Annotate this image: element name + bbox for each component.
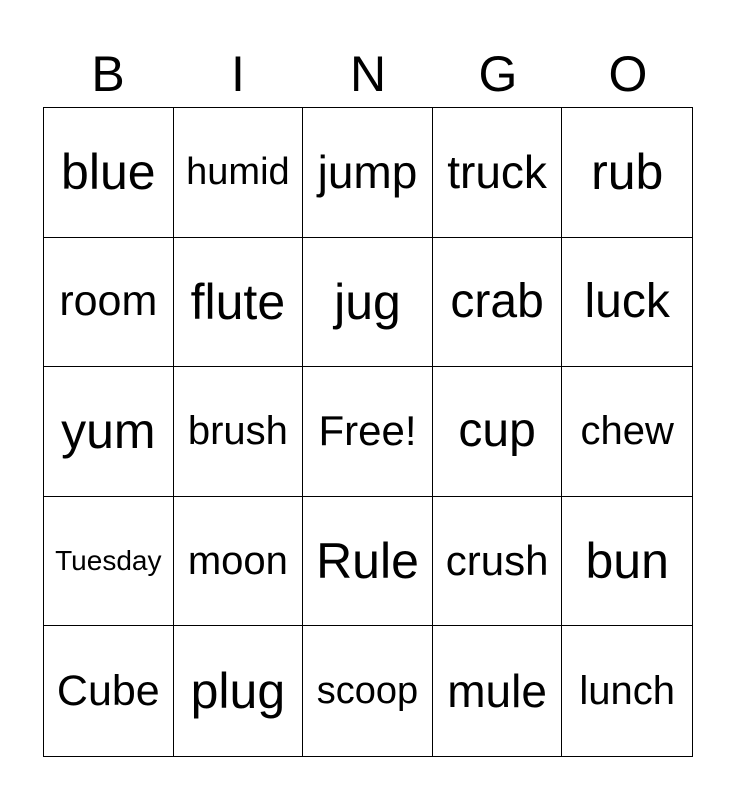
bingo-cell: flute (174, 238, 304, 368)
bingo-cell: bun (562, 497, 692, 627)
bingo-cell: Rule (303, 497, 433, 627)
bingo-cell: Tuesday (44, 497, 174, 627)
bingo-cell: truck (433, 108, 563, 238)
header-letter-i: I (231, 46, 245, 102)
bingo-cell: humid (174, 108, 304, 238)
bingo-cell: moon (174, 497, 304, 627)
bingo-cell: scoop (303, 626, 433, 756)
bingo-cell: cup (433, 367, 563, 497)
bingo-cell: jug (303, 238, 433, 368)
bingo-cell: brush (174, 367, 304, 497)
bingo-cell: luck (562, 238, 692, 368)
header-letter-g: G (478, 46, 518, 102)
bingo-board (43, 107, 693, 757)
free-space-cell: Free! (303, 367, 433, 497)
header-letter-o: O (608, 46, 648, 102)
bingo-cell: plug (174, 626, 304, 756)
bingo-header (43, 42, 693, 106)
bingo-cell: crab (433, 238, 563, 368)
bingo-cell: jump (303, 108, 433, 238)
bingo-cell: lunch (579, 669, 675, 714)
bingo-cell: mule (433, 626, 563, 756)
bingo-cell: room (44, 238, 174, 368)
bingo-cell: blue (44, 108, 174, 238)
bingo-cell: Cube (44, 626, 174, 756)
header-letter-n: N (349, 46, 387, 102)
bingo-cell: chew (562, 367, 692, 497)
header-letter-b: B (91, 46, 125, 102)
bingo-cell: yum (44, 367, 174, 497)
bingo-cell: rub (562, 108, 692, 238)
bingo-cell: crush (433, 497, 563, 627)
